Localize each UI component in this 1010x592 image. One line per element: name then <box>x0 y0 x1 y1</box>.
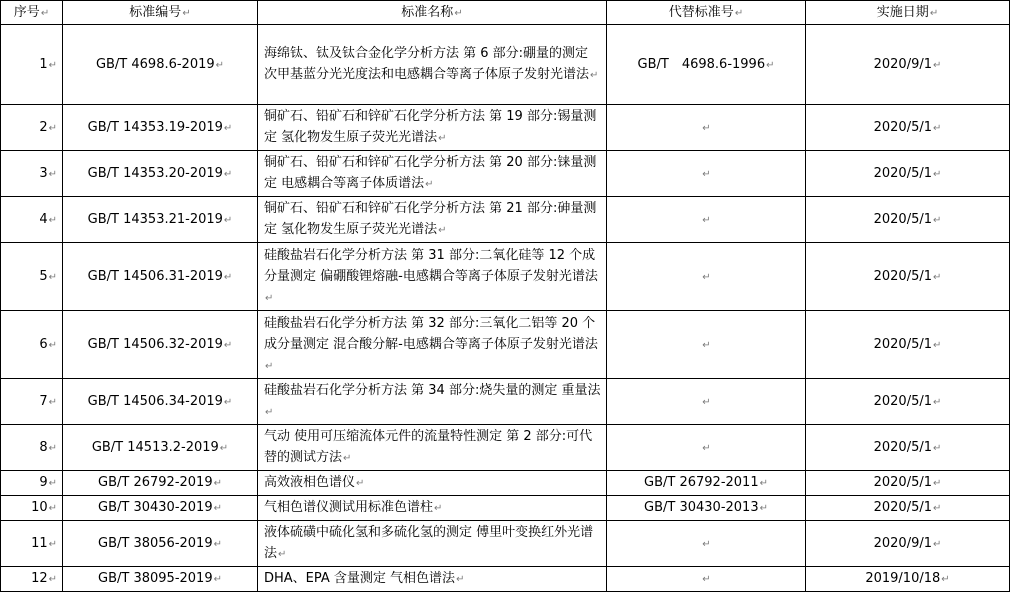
row-number: 5↵ <box>1 243 63 311</box>
table-row <box>1 567 1010 592</box>
paragraph-mark: ↵ <box>425 179 434 190</box>
paragraph-mark: ↵ <box>278 549 287 560</box>
paragraph-mark: ↵ <box>590 70 599 81</box>
paragraph-mark: ↵ <box>702 271 711 283</box>
paragraph-mark: ↵ <box>766 59 775 71</box>
standard-code: GB/T 14353.19-2019↵ <box>63 105 258 151</box>
standard-name: 硅酸盐岩石化学分析方法 第 32 部分:三氧化二铝等 20 个成分量测定 混合酸分解-电感耦合等离子体原子发射光谱法↵ <box>258 311 607 379</box>
paragraph-mark: ↵ <box>702 214 711 226</box>
paragraph-mark: ↵ <box>438 133 447 144</box>
paragraph-mark: ↵ <box>438 225 447 236</box>
table-row <box>1 25 1010 105</box>
paragraph-mark: ↵ <box>223 339 233 351</box>
paragraph-mark: ↵ <box>48 59 57 71</box>
paragraph-mark: ↵ <box>702 538 711 550</box>
paragraph-mark: ↵ <box>48 339 57 351</box>
paragraph-mark: ↵ <box>223 271 233 283</box>
paragraph-mark: ↵ <box>48 442 57 454</box>
replaced-standard: GB/T 30430-2013↵ <box>607 496 806 521</box>
standard-code: GB/T 14513.2-2019↵ <box>63 425 258 471</box>
paragraph-mark: ↵ <box>933 168 942 180</box>
table-row <box>1 311 1010 379</box>
standard-code: GB/T 14506.34-2019↵ <box>63 379 258 425</box>
paragraph-mark: ↵ <box>702 442 711 454</box>
table-body <box>1 25 1010 592</box>
paragraph-mark: ↵ <box>702 574 711 585</box>
paragraph-mark: ↵ <box>265 360 274 372</box>
row-number: 1↵ <box>1 25 63 105</box>
replaced-standard <box>607 379 806 425</box>
standard-name: 气动 使用可压缩流体元件的流量特性测定 第 2 部分:可代替的测试方法↵ <box>258 425 607 471</box>
implementation-date: 2019/10/18↵ <box>806 567 1010 592</box>
header-cell: 代替标准号↵ <box>607 1 806 25</box>
standard-code: GB/T 14506.31-2019↵ <box>63 243 258 311</box>
standard-code: GB/T 14353.20-2019↵ <box>63 151 258 197</box>
standard-code: GB/T 38095-2019↵ <box>63 567 258 592</box>
row-number: 7↵ <box>1 379 63 425</box>
standard-code: GB/T 14353.21-2019↵ <box>63 197 258 243</box>
paragraph-mark: ↵ <box>702 168 711 180</box>
paragraph-mark: ↵ <box>933 339 942 351</box>
implementation-date: 2020/5/1↵ <box>806 197 1010 243</box>
paragraph-mark: ↵ <box>933 503 942 514</box>
standard-name: 海绵钛、钛及钛合金化学分析方法 第 6 部分:硼量的测定 次甲基蓝分光光度法和电感耦合等离子体原子发射光谱法↵ <box>258 25 607 105</box>
implementation-date: 2020/5/1↵ <box>806 496 1010 521</box>
standard-code: GB/T 30430-2019↵ <box>63 496 258 521</box>
paragraph-mark: ↵ <box>213 503 222 514</box>
paragraph-mark: ↵ <box>48 214 57 226</box>
table-row <box>1 379 1010 425</box>
table-row <box>1 471 1010 496</box>
header-row <box>1 1 1010 25</box>
row-number: 11↵ <box>1 521 63 567</box>
paragraph-mark: ↵ <box>933 271 942 283</box>
standard-name: 硅酸盐岩石化学分析方法 第 31 部分:二氧化硅等 12 个成分量测定 偏硼酸锂熔融-电感耦合等离子体原子发射光谱法↵ <box>258 243 607 311</box>
replaced-standard <box>607 521 806 567</box>
paragraph-mark: ↵ <box>265 292 274 304</box>
paragraph-mark: ↵ <box>933 538 942 550</box>
paragraph-mark: ↵ <box>933 122 942 134</box>
standard-code: GB/T 4698.6-2019↵ <box>63 25 258 105</box>
standard-name: DHA、EPA 含量测定 气相色谱法↵ <box>258 567 607 592</box>
paragraph-mark: ↵ <box>933 478 942 489</box>
header-cell: 序号↵ <box>1 1 63 25</box>
paragraph-mark: ↵ <box>223 396 233 408</box>
paragraph-mark: ↵ <box>213 538 222 550</box>
standard-name: 液体硫磺中硫化氢和多硫化氢的测定 傅里叶变换红外光谱法↵ <box>258 521 607 567</box>
paragraph-mark: ↵ <box>213 478 222 489</box>
row-number: 12↵ <box>1 567 63 592</box>
paragraph-mark: ↵ <box>933 442 942 454</box>
paragraph-mark: ↵ <box>941 574 950 585</box>
header-cell: 标准名称↵ <box>258 1 607 25</box>
replaced-standard <box>607 151 806 197</box>
implementation-date: 2020/5/1↵ <box>806 151 1010 197</box>
standard-name: 铜矿石、铅矿石和锌矿石化学分析方法 第 21 部分:砷量测定 氢化物发生原子荧光光谱法↵ <box>258 197 607 243</box>
paragraph-mark: ↵ <box>434 503 443 514</box>
paragraph-mark: ↵ <box>702 396 711 408</box>
replaced-standard: GB/T 4698.6-1996↵ <box>607 25 806 105</box>
implementation-date: 2020/5/1↵ <box>806 379 1010 425</box>
replaced-standard <box>607 425 806 471</box>
implementation-date: 2020/5/1↵ <box>806 311 1010 379</box>
row-number: 6↵ <box>1 311 63 379</box>
table-row <box>1 243 1010 311</box>
standard-name: 高效液相色谱仪↵ <box>258 471 607 496</box>
standard-code: GB/T 38056-2019↵ <box>63 521 258 567</box>
implementation-date: 2020/9/1↵ <box>806 521 1010 567</box>
paragraph-mark: ↵ <box>356 478 365 489</box>
standard-name: 铜矿石、铅矿石和锌矿石化学分析方法 第 19 部分:锡量测定 氢化物发生原子荧光光谱法↵ <box>258 105 607 151</box>
implementation-date: 2020/5/1↵ <box>806 105 1010 151</box>
paragraph-mark: ↵ <box>759 503 768 514</box>
paragraph-mark: ↵ <box>933 59 942 71</box>
standard-name: 气相色谱仪测试用标准色谱柱↵ <box>258 496 607 521</box>
implementation-date: 2020/5/1↵ <box>806 243 1010 311</box>
paragraph-mark: ↵ <box>48 271 57 283</box>
row-number: 3↵ <box>1 151 63 197</box>
row-number: 9↵ <box>1 471 63 496</box>
row-number: 2↵ <box>1 105 63 151</box>
replaced-standard <box>607 311 806 379</box>
standard-code: GB/T 14506.32-2019↵ <box>63 311 258 379</box>
replaced-standard <box>607 105 806 151</box>
standard-name: 铜矿石、铅矿石和锌矿石化学分析方法 第 20 部分:铼量测定 电感耦合等离子体质谱法↵ <box>258 151 607 197</box>
paragraph-mark: ↵ <box>48 168 57 180</box>
paragraph-mark: ↵ <box>48 122 57 134</box>
replaced-standard <box>607 197 806 243</box>
table-row <box>1 425 1010 471</box>
paragraph-mark: ↵ <box>48 478 57 489</box>
implementation-date: 2020/5/1↵ <box>806 425 1010 471</box>
paragraph-mark: ↵ <box>223 122 233 134</box>
header-cell: 标准编号↵ <box>63 1 258 25</box>
table-row <box>1 105 1010 151</box>
row-number: 10↵ <box>1 496 63 521</box>
paragraph-mark: ↵ <box>702 339 711 351</box>
paragraph-mark: ↵ <box>702 122 711 134</box>
paragraph-mark: ↵ <box>223 214 233 226</box>
table-row <box>1 197 1010 243</box>
paragraph-mark: ↵ <box>219 442 229 454</box>
paragraph-mark: ↵ <box>265 407 274 418</box>
paragraph-mark: ↵ <box>213 574 222 585</box>
standard-name: 硅酸盐岩石化学分析方法 第 34 部分:烧失量的测定 重量法↵ <box>258 379 607 425</box>
paragraph-mark: ↵ <box>48 396 57 408</box>
implementation-date: 2020/5/1↵ <box>806 471 1010 496</box>
paragraph-mark: ↵ <box>343 453 352 464</box>
paragraph-mark: ↵ <box>759 478 768 489</box>
table-row <box>1 151 1010 197</box>
paragraph-mark: ↵ <box>215 59 225 71</box>
row-number: 4↵ <box>1 197 63 243</box>
table-row <box>1 496 1010 521</box>
row-number: 8↵ <box>1 425 63 471</box>
replaced-standard <box>607 243 806 311</box>
paragraph-mark: ↵ <box>48 574 57 585</box>
replaced-standard: GB/T 26792-2011↵ <box>607 471 806 496</box>
paragraph-mark: ↵ <box>48 503 57 514</box>
replaced-standard <box>607 567 806 592</box>
paragraph-mark: ↵ <box>933 214 942 226</box>
paragraph-mark: ↵ <box>48 538 57 550</box>
table-row <box>1 521 1010 567</box>
standard-code: GB/T 26792-2019↵ <box>63 471 258 496</box>
header-cell: 实施日期↵ <box>806 1 1010 25</box>
paragraph-mark: ↵ <box>933 396 942 408</box>
implementation-date: 2020/9/1↵ <box>806 25 1010 105</box>
paragraph-mark: ↵ <box>456 574 465 585</box>
paragraph-mark: ↵ <box>223 168 233 180</box>
